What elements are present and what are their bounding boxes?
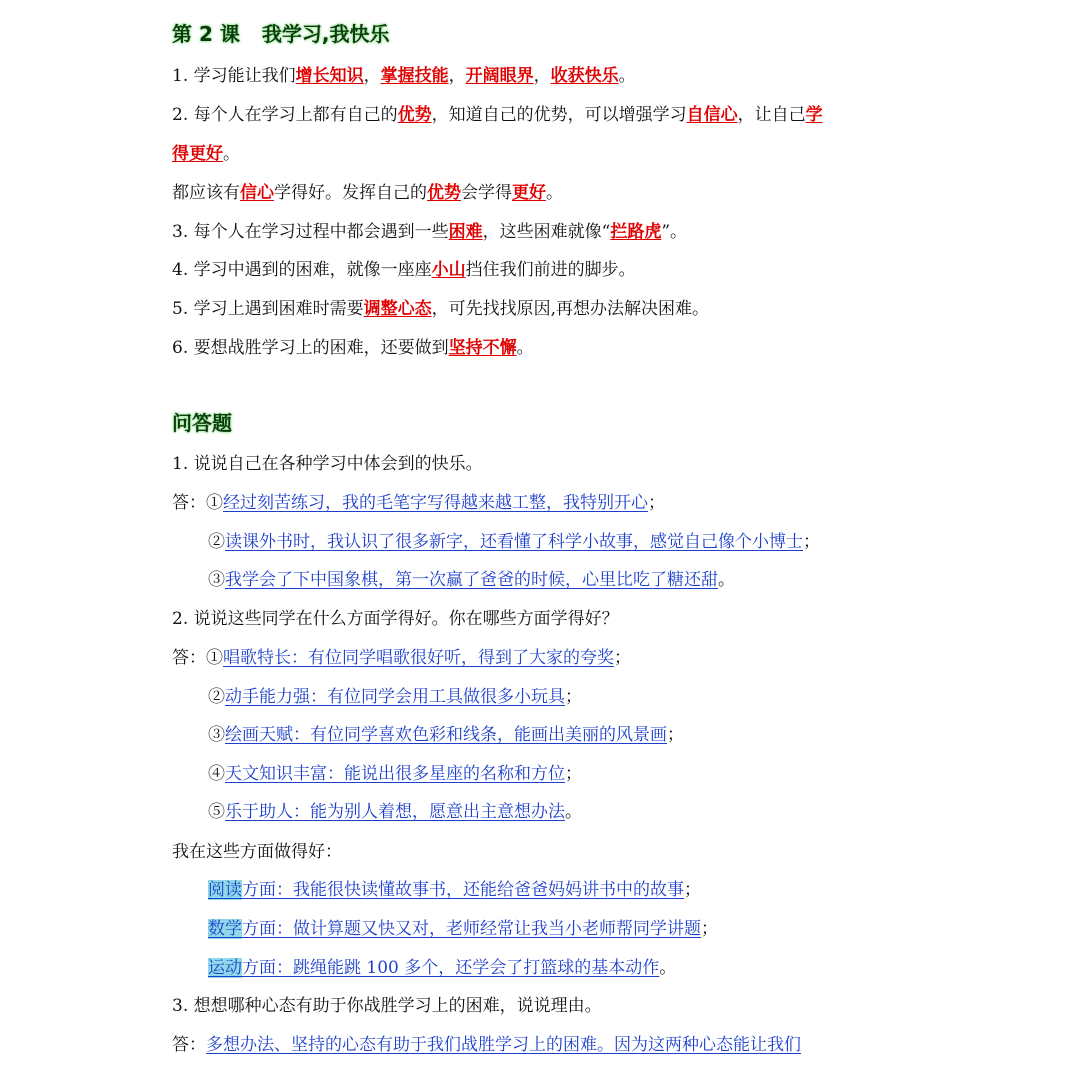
lesson-item	[172, 103, 823, 127]
text-segment: 6. 要想战胜学习上的困难，还要做到	[172, 338, 449, 358]
text-segment: ，	[533, 66, 551, 86]
keyword: 困难	[448, 222, 483, 242]
text-segment: 。	[659, 958, 677, 978]
keyword: 收获快乐	[550, 66, 619, 86]
text-segment: ，知道自己的优势，可以增强学习	[431, 105, 687, 125]
text-segment: 答：	[172, 648, 206, 668]
answer-line	[208, 762, 582, 786]
lesson-item	[172, 297, 709, 321]
text-segment: ②	[208, 532, 225, 552]
answer-text: 经过刻苦练习，我的毛笔字写得越来越工整，我特别开心	[223, 493, 648, 513]
keyword: 坚持不懈	[448, 338, 517, 358]
keyword: 信心	[240, 183, 274, 203]
highlighted-subject: 阅读	[208, 880, 242, 900]
text-segment: ，	[363, 66, 381, 86]
lesson-number: 第 2 课	[172, 22, 240, 46]
my-strengths-label: 我在这些方面做得好：	[172, 842, 342, 862]
text-segment: ”。	[661, 222, 688, 242]
text-segment: 。	[516, 338, 534, 358]
qa-heading: 问答题	[172, 411, 232, 435]
text-segment: ；	[667, 725, 684, 745]
my-strength-line	[208, 917, 718, 941]
answer-line	[172, 646, 631, 670]
keyword: 优势	[397, 105, 432, 125]
my-strength-line	[208, 956, 676, 980]
keyword: 掌握技能	[380, 66, 449, 86]
text-segment: ；	[648, 493, 665, 513]
text-segment: 。	[546, 183, 563, 203]
keyword: 开阔眼界	[465, 66, 534, 86]
text-segment: 1. 学习能让我们	[172, 66, 296, 86]
text-segment: ，	[448, 66, 466, 86]
text-segment: 4. 学习中遇到的困难，就像一座座	[172, 260, 432, 280]
answer-text: 方面：我能很快读懂故事书，还能给爸爸妈妈讲书中的故事	[242, 880, 684, 900]
answer-line	[172, 1033, 801, 1057]
keyword: 得更好	[172, 144, 223, 164]
text-segment: 5. 学习上遇到困难时需要	[172, 299, 364, 319]
keyword: 优势	[427, 183, 461, 203]
text-segment: 。	[223, 144, 240, 164]
text-segment: 答：	[172, 1035, 206, 1055]
text-segment: ，可先找找原因,再想办法解决困难。	[431, 299, 710, 319]
text-segment: ⑤	[208, 802, 225, 822]
text-segment: ④	[208, 764, 225, 784]
answer-text: 我学会了下中国象棋，第一次赢了爸爸的时候，心里比吃了糖还甜	[225, 570, 718, 590]
text-segment: ①	[206, 493, 223, 513]
lesson-item	[172, 181, 563, 205]
answer-line	[208, 800, 582, 824]
answer-text: 方面：做计算题又快又对，老师经常让我当小老师帮同学讲题	[242, 919, 701, 939]
my-strength-line	[208, 878, 701, 902]
text-segment: ；	[701, 919, 718, 939]
text-segment: ①	[206, 648, 223, 668]
answer-line	[208, 568, 735, 592]
answer-line	[208, 530, 820, 554]
text-segment: ③	[208, 725, 225, 745]
highlighted-subject: 运动	[208, 958, 242, 978]
keyword: 学	[805, 105, 823, 125]
text-segment: ；	[684, 880, 701, 900]
lesson-item	[172, 64, 636, 88]
answer-line	[208, 723, 684, 747]
answer-line	[208, 685, 582, 709]
lesson-item	[172, 336, 534, 360]
text-segment: ；	[803, 532, 820, 552]
keyword: 拦路虎	[610, 222, 662, 242]
lesson-item	[172, 142, 240, 166]
lesson-item	[172, 220, 687, 244]
answer-text: 动手能力强：有位同学会用工具做很多小玩具	[225, 687, 565, 707]
keyword: 调整心态	[363, 299, 432, 319]
lesson-item	[172, 258, 636, 282]
highlighted-subject: 数学	[208, 919, 242, 939]
lesson-title	[172, 22, 389, 46]
answer-text: 方面：跳绳能跳 100 多个，还学会了打篮球的基本动作	[242, 958, 660, 978]
question-1: 1. 说说自己在各种学习中体会到的快乐。	[172, 454, 483, 474]
answer-text: 多想办法、坚持的心态有助于我们战胜学习上的困难。因为这两种心态能让我们	[206, 1035, 801, 1055]
text-segment: 2. 每个人在学习上都有自己的	[172, 105, 398, 125]
text-segment: 。	[565, 802, 582, 822]
lesson-title-text: 我学习,我快乐	[261, 22, 390, 46]
answer-text: 读课外书时，我认识了很多新字，还看懂了科学小故事，感觉自己像个小博士	[225, 532, 803, 552]
text-segment: ；	[614, 648, 631, 668]
text-segment: 答：	[172, 493, 206, 513]
answer-text: 唱歌特长：有位同学唱歌很好听，得到了大家的夸奖	[223, 648, 614, 668]
text-segment: ③	[208, 570, 225, 590]
text-segment: 挡住我们前进的脚步。	[465, 260, 636, 280]
question-3: 3. 想想哪种心态有助于你战胜学习上的困难，说说理由。	[172, 996, 602, 1016]
text-segment: 。	[618, 66, 636, 86]
answer-text: 绘画天赋：有位同学喜欢色彩和线条，能画出美丽的风景画	[225, 725, 667, 745]
text-segment: 都应该有	[172, 183, 240, 203]
answer-text: 天文知识丰富：能说出很多星座的名称和方位	[225, 764, 565, 784]
keyword: 更好	[512, 183, 546, 203]
text-segment: ，这些困难就像“	[482, 222, 611, 242]
text-segment: 会学得	[461, 183, 512, 203]
keyword: 增长知识	[295, 66, 364, 86]
text-segment: ；	[565, 764, 582, 784]
text-segment: 。	[718, 570, 735, 590]
keyword: 自信心	[686, 105, 738, 125]
answer-text: 乐于助人：能为别人着想，愿意出主意想办法	[225, 802, 565, 822]
text-segment: 3. 每个人在学习过程中都会遇到一些	[172, 222, 449, 242]
text-segment: 学得好。发挥自己的	[274, 183, 427, 203]
text-segment: ②	[208, 687, 225, 707]
question-2: 2. 说说这些同学在什么方面学得好。你在哪些方面学得好？	[172, 609, 619, 629]
keyword: 小山	[431, 260, 466, 280]
text-segment: ；	[565, 687, 582, 707]
text-segment: ，让自己	[737, 105, 806, 125]
answer-line	[172, 491, 665, 515]
